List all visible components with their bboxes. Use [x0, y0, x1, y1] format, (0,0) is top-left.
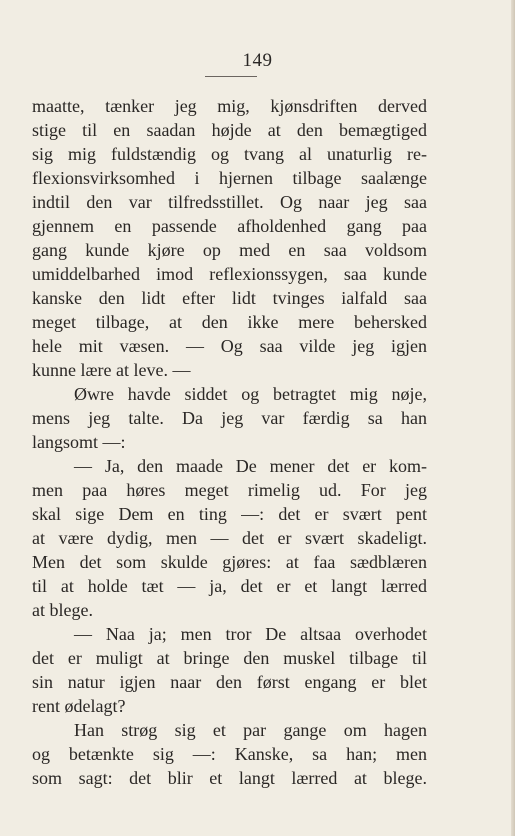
text-line: stige til en saadan højde at den bemægtiged	[32, 120, 427, 140]
text-line: skal sige Dem en ting —: det er svært pent	[32, 504, 427, 524]
text-line: og betænkte sig —: Kanske, sa han; men	[32, 744, 427, 764]
text-line: meget tilbage, at den ikke mere behersked	[32, 312, 427, 332]
text-line: maatte, tænker jeg mig, kjønsdriften derved	[32, 96, 427, 116]
text-line: gjennem en passende afholdenhed gang paa	[32, 216, 427, 236]
page-edge-shadow	[511, 0, 515, 836]
text-line: sin natur igjen naar den først engang er blet	[32, 672, 427, 692]
text-line: det er muligt at bringe den muskel tilbage til	[32, 648, 427, 668]
text-line: langsomt —:	[32, 432, 126, 452]
text-line: Han strøg sig et par gange om hagen	[74, 720, 427, 740]
page-number: 149	[242, 50, 273, 71]
text-line: gang kunde kjøre op med en saa voldsom	[32, 240, 427, 260]
text-line: umiddelbarhed imod reflexionssygen, saa kunde	[32, 264, 427, 284]
text-line: — Ja, den maade De mener det er kom-	[74, 456, 427, 476]
body-text	[32, 94, 427, 790]
text-line: — Naa ja; men tror De altsaa overhodet	[74, 624, 427, 644]
text-line: indtil den var tilfredsstillet. Og naar jeg saa	[32, 192, 427, 212]
text-line: kanske den lidt efter lidt tvinges ialfald saa	[32, 288, 427, 308]
text-line: Men det som skulde gjøres: at faa sædblæren	[32, 552, 427, 572]
text-line: til at holde tæt — ja, det er et langt lærred	[32, 576, 427, 596]
text-line: hele mit væsen. — Og saa vilde jeg igjen	[32, 336, 427, 356]
text-line: sig mig fuldstændig og tvang al unaturlig re-	[32, 144, 427, 164]
text-line: men paa høres meget rimelig ud. For jeg	[32, 480, 427, 500]
text-line: som sagt: det blir et langt lærred at blege.	[32, 768, 427, 788]
page-number-rule	[205, 76, 257, 77]
text-line: mens jeg talte. Da jeg var færdig sa han	[32, 408, 427, 428]
text-line: at blege.	[32, 600, 93, 620]
text-line: kunne lære at leve. —	[32, 360, 191, 380]
text-line: flexionsvirksomhed i hjernen tilbage saalænge	[32, 168, 427, 188]
text-line: at være dydig, men — det er svært skadeligt.	[32, 528, 427, 548]
text-line: Øwre havde siddet og betragtet mig nøje,	[74, 384, 427, 404]
text-line: rent ødelagt?	[32, 696, 126, 716]
